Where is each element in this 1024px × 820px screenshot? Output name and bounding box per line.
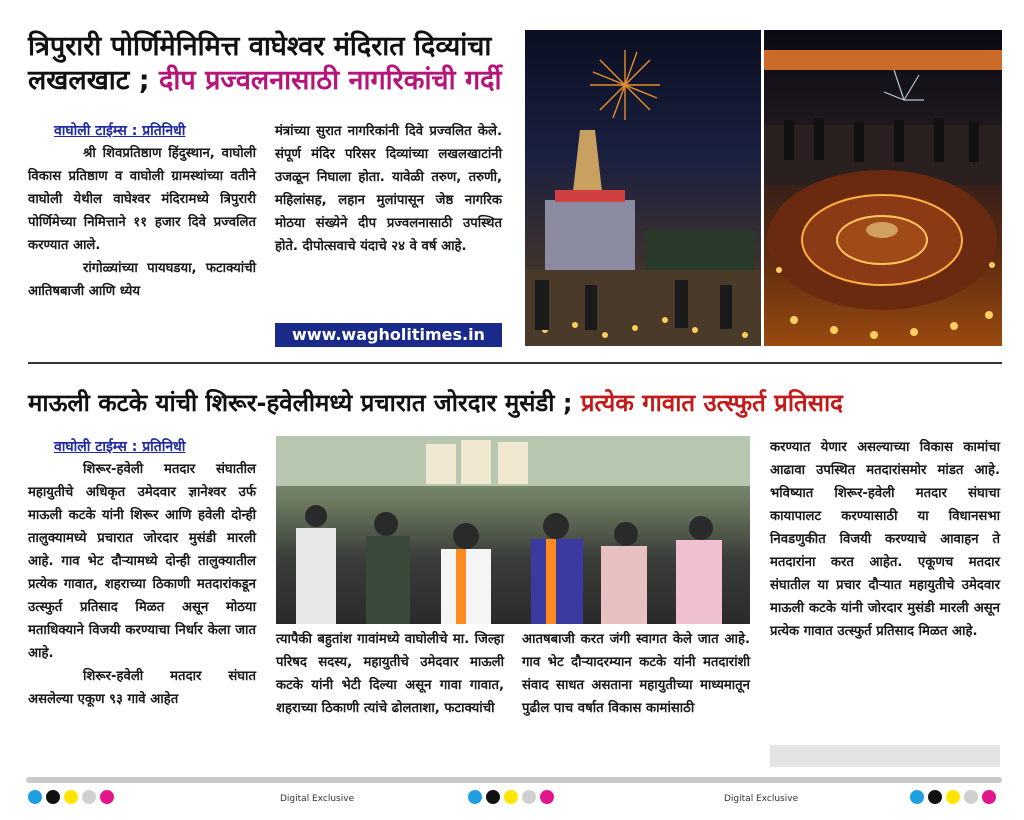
cyan-dot-icon	[28, 790, 42, 804]
end-filler-bar	[770, 745, 1000, 767]
article2-para-1: शिरूर-हवेली मतदार संघातील महायुतीचे अधिकृत उमेदवार ज्ञानेश्वर उर्फ माऊली कटके यांनी शिरूर आणि हवेली दोन्ही तालुक्यामध्ये प्रचारात जोरदार मुसंडी मारली आहे. गाव भेट दौऱ्यामध्ये दोन्ही तालुक्यातील प्रत्येक गावात, शहराच्या ठिकाणी मतदारांकडून उत्स्फुर्त प्रतिसाद मिळत असून मोठया मताधिक्याने विजयी करण्याचा निर्धार केला जात आहे.	[28, 462, 256, 661]
campaign-rally-illustration	[276, 436, 750, 624]
article1-column-1	[28, 120, 256, 303]
gray-dot-icon	[82, 790, 96, 804]
magenta-dot-icon	[982, 790, 996, 804]
article2-byline: वाघोली टाईम्स : प्रतिनिधी	[54, 439, 186, 455]
yellow-dot-icon	[64, 790, 78, 804]
print-registration-dots-left	[28, 790, 114, 804]
magenta-dot-icon	[100, 790, 114, 804]
article2-column-3	[522, 628, 750, 720]
diya-rangoli-illustration	[764, 30, 1002, 346]
article2-column-1	[28, 436, 256, 711]
footer-label-right: Digital Exclusive	[724, 794, 799, 804]
gray-dot-icon	[522, 790, 536, 804]
article1-para-2: रांगोळ्यांच्या पायघडया, फटाक्यांची आतिषबाजी आणि ध्येय	[28, 261, 256, 299]
yellow-dot-icon	[946, 790, 960, 804]
campaign-rally-photo	[276, 436, 750, 624]
article2-para-2: शिरूर-हवेली मतदार संघात असलेल्या एकूण ९३ गावे आहेत	[28, 669, 256, 707]
gray-dot-icon	[964, 790, 978, 804]
article1-headline-accent: दीप प्रज्वलनासाठी नागरिकांची गर्दी	[159, 64, 502, 96]
article2-para-4: आतषबाजी करत जंगी स्वागत केले जात आहे. गाव भेट दौऱ्यादरम्यान कटके यांनी मतदारांशी संवाद साधत असताना महायुतीच्या माध्यमातून पुढील पाच वर्षात विकास कामांसाठी	[522, 632, 750, 716]
article1-byline: वाघोली टाईम्स : प्रतिनिधी	[54, 123, 186, 139]
article2-para-3: त्यापैकी बहुतांश गावांमध्ये वाघोलीचे मा. जिल्हा परिषद सदस्य, महायुतीचे उमेदवार माऊली कटके यांनी भेटी दिल्या असून गावा गावात, शहराच्या ठिकाणी त्यांचे ढोलताशा, फटाक्यांची	[276, 632, 504, 716]
black-dot-icon	[486, 790, 500, 804]
article1-para-3: मंत्रांच्या सुरात नागरिकांनी दिवे प्रज्वलित केले. संपूर्ण मंदिर परिसर दिव्यांच्या लखलखाटांनी उजळून निघाला होता. यावेळी तरुण, तरुणी, महिलांसह, लहान मुलांपासून जेष्ठ नागरिक मोठया संख्येने दीप प्रज्वलनासाठी उपस्थित होते. दीपोत्सवाचे यंदाचे २४ वे वर्ष आहे.	[275, 124, 502, 254]
section-divider	[28, 362, 1002, 364]
article2-headline-accent: प्रत्येक गावात उत्स्फुर्त प्रतिसाद	[580, 389, 843, 417]
website-banner[interactable]: www.wagholitimes.in	[275, 323, 502, 347]
yellow-dot-icon	[504, 790, 518, 804]
article2-headline	[28, 388, 1008, 418]
black-dot-icon	[928, 790, 942, 804]
article1-para-1: श्री शिवप्रतिष्ठाण हिंदुस्थान, वाघोली विकास प्रतिष्ठाण व वाघोली ग्रामस्थांच्या वतीने वाघोली येथील वाघेश्वर मंदिरामध्ये त्रिपुरारी पोर्णिमेच्या निमित्ताने ११ हजार दिवे प्रज्वलित करण्यात आले.	[28, 146, 256, 253]
print-registration-dots-center	[468, 790, 554, 804]
cyan-dot-icon	[468, 790, 482, 804]
article2-para-5: करण्यात येणार असल्याच्या विकास कामांचा आढावा उपस्थित मतदारांसमोर मांडत आहे. भविष्यात शिरूर-हवेली मतदार संघाचा कायापालट करण्यासाठी या विधानसभा निवडणुकीत विजयी करण्याचे आवाहन ते मतदारांना करत आहेत. एकूणच मतदार संघातील या प्रचार दौऱ्यात महायुतीचे उमेदवार माऊली कटके यांनी जोरदार मुसंडी मारली असून प्रत्येक गावात उत्स्फुर्त प्रतिसाद मिळत आहे.	[770, 440, 1000, 639]
diya-rangoli-photo	[764, 30, 1002, 346]
article2-headline-main: माऊली कटके यांची शिरूर-हवेलीमध्ये प्रचारात जोरदार मुसंडी ;	[28, 389, 573, 417]
temple-fireworks-illustration	[525, 30, 761, 346]
article1-headline	[28, 30, 518, 98]
magenta-dot-icon	[540, 790, 554, 804]
footer-bar	[26, 777, 1002, 783]
cyan-dot-icon	[910, 790, 924, 804]
article1-column-2	[275, 120, 502, 258]
footer-label-left: Digital Exclusive	[280, 794, 355, 804]
print-registration-dots-right	[910, 790, 996, 804]
article1-headline-main: त्रिपुरारी पोर्णिमेनिमित्त वाघेश्वर मंदिरात दिव्यांचा लखलखाट ;	[28, 31, 492, 96]
black-dot-icon	[46, 790, 60, 804]
article2-column-2	[276, 628, 504, 720]
temple-fireworks-photo	[525, 30, 761, 346]
article2-column-4	[770, 436, 1000, 643]
